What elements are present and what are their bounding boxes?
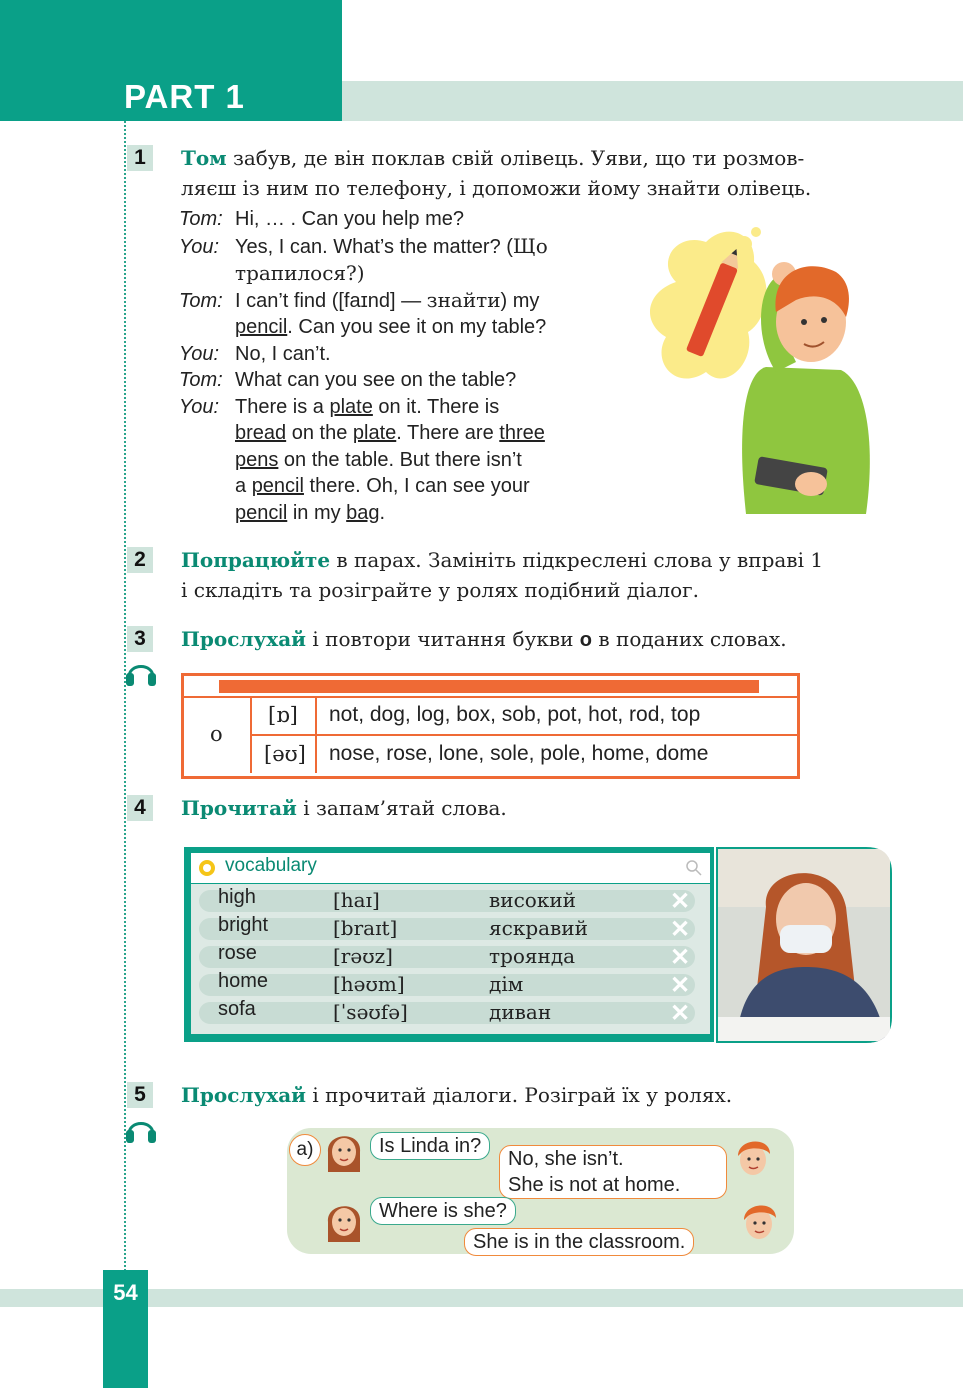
instruction-text: і прочитай діалоги. Розіграй їх у ролях. <box>306 1083 733 1107</box>
speaker-label: You: <box>179 395 220 418</box>
speech-bubble <box>499 1145 727 1199</box>
vocab-ipa: [həʊm] <box>333 972 405 996</box>
dialog-line: You: There is a plate on it. There is <box>179 394 619 421</box>
page-number: 54 <box>113 1280 138 1305</box>
girl-avatar <box>322 1128 366 1174</box>
exercise-number-1: 1 <box>127 145 153 171</box>
close-icon[interactable]: ✕ <box>670 1000 691 1027</box>
underlined-word: pens <box>235 448 279 471</box>
exercise-5-instruction <box>181 1080 901 1110</box>
line-text: What can you see on the table? <box>235 369 517 391</box>
underlined-word: pencil <box>251 475 304 497</box>
highlighted-letter: o <box>579 629 593 651</box>
vocabulary-list <box>191 884 710 1034</box>
vocab-translation: яскравий <box>489 916 588 940</box>
line-text: трапилося?) <box>235 261 365 285</box>
exercise-number-3: 3 <box>127 626 153 652</box>
dialog-line <box>179 206 619 233</box>
sound-table <box>181 673 800 779</box>
close-icon[interactable]: ✕ <box>670 972 691 999</box>
vocab-ipa: [ˈsəʊfə] <box>333 1000 408 1024</box>
underlined-word: pencil <box>235 316 288 338</box>
close-icon[interactable]: ✕ <box>670 888 691 915</box>
speaker-label: You: <box>179 342 220 365</box>
boy-thinking-illustration <box>636 222 896 514</box>
dialog-label: a) <box>289 1134 321 1166</box>
underlined-word: pencil <box>235 501 288 524</box>
vocab-translation: троянда <box>489 944 576 968</box>
speaker-label: Tom: <box>179 369 223 391</box>
line-text: I can’t find ([faɪnd] — <box>235 289 427 312</box>
line-text: Yes, I can. What’s the matter? ( <box>235 235 513 258</box>
line-text: ) my <box>500 289 540 312</box>
phonetic-symbol: [əʊ] <box>264 742 306 766</box>
underlined-word: three <box>499 422 545 444</box>
instruction-text: в парах. Замініть підкреслені слова у вправі 1 <box>330 548 824 572</box>
bubble-line: She is not at home. <box>508 1174 681 1196</box>
vocab-word: high <box>218 886 256 908</box>
header-strip <box>342 81 963 121</box>
line-text: . Can you see it on my table? <box>287 316 547 338</box>
vocab-ipa: [haɪ] <box>333 888 380 912</box>
dialog-line <box>179 341 619 368</box>
exercise-3-instruction <box>181 624 901 655</box>
vocab-word: bright <box>218 914 269 936</box>
line-text: знайти <box>426 287 501 312</box>
keyword: Прослухай <box>181 1083 307 1107</box>
search-icon[interactable] <box>685 859 703 877</box>
speech-bubble: She is in the classroom. <box>464 1228 694 1256</box>
margin-line <box>124 121 126 1271</box>
vocab-word: home <box>218 970 269 992</box>
exercise-4-instruction <box>181 793 901 823</box>
dialog-line <box>179 233 619 261</box>
vocab-translation: дім <box>489 972 524 996</box>
vocab-translation: диван <box>489 1000 552 1024</box>
vocabulary-bullet-icon <box>197 858 217 878</box>
boy-avatar <box>730 1134 776 1182</box>
instruction-text: ляєш із ним по телефону, і допоможи йому знайти олівець. <box>181 176 812 200</box>
keyword: Прочитай <box>181 796 297 820</box>
vocabulary-title: vocabulary <box>225 855 317 876</box>
vocab-row <box>199 914 695 943</box>
instruction-text: і повтори читання букви <box>306 627 580 651</box>
headphones-icon[interactable] <box>125 657 157 687</box>
vocab-word: rose <box>218 942 257 964</box>
exercise-2-instruction <box>181 545 901 605</box>
instruction-text: забув, де він поклав свій олівець. Уяви, що ти розмов- <box>226 146 805 170</box>
girl-avatar <box>322 1198 366 1244</box>
underlined-word: bag <box>346 501 380 524</box>
vocabulary-search-bar[interactable] <box>191 853 710 883</box>
table-header-bar <box>219 680 759 693</box>
exercise-number-5: 5 <box>127 1082 153 1108</box>
dialog-line <box>179 287 619 315</box>
headphones-icon[interactable] <box>125 1114 157 1144</box>
underlined-word: bread <box>235 422 287 444</box>
close-icon[interactable]: ✕ <box>670 944 691 971</box>
phonetic-symbol: [ɒ] <box>268 703 298 727</box>
dialog: Tom: Hi, … . Can you help me? You: Yes, I can. What’s the matter? (Що трапилося?) Tom: I can’t find ([faɪnd] — знайти) my pencil. Can you see it on my table? You: No, I can’t. Tom: What can you see on the table? You: There is a plate on it. There is bread on the plate. There are three pens on the table. But there isn’t a pencil there. Oh, I can see your pencil in my bag. <box>179 206 619 526</box>
dialog-line <box>179 367 619 394</box>
vocab-ipa: [rəʊz] <box>333 944 393 968</box>
boy-avatar <box>736 1198 782 1246</box>
word-list: not, dog, log, box, sob, pot, hot, rod, top <box>329 703 701 726</box>
close-icon[interactable]: ✕ <box>670 916 691 943</box>
bubble-line: No, she isn’t. <box>508 1148 624 1170</box>
girl-with-mask-photo <box>716 847 892 1043</box>
vocab-row <box>199 970 695 999</box>
speech-bubble: Where is she? <box>370 1197 516 1225</box>
vocab-translation: високий <box>489 888 576 912</box>
underlined-word: plate <box>352 422 397 444</box>
vocab-row <box>199 942 695 971</box>
page-title: PART 1 <box>124 78 245 115</box>
vocab-row <box>199 886 695 915</box>
instruction-text: і складіть та розіграйте у ролях подібний діалог. <box>181 578 700 602</box>
instruction-text: і запам’ятай слова. <box>296 796 507 820</box>
underlined-word: plate <box>329 395 373 418</box>
keyword: Прослухай <box>181 627 307 651</box>
line-text: Hi, … . Can you help me? <box>235 208 464 230</box>
vocab-row <box>199 998 695 1027</box>
keyword: Том <box>181 146 227 170</box>
vocab-ipa: [braɪt] <box>333 916 398 940</box>
line-text: Що <box>512 233 548 258</box>
instruction-text: в поданих словах. <box>592 627 787 651</box>
speaker-label: Tom: <box>179 289 223 312</box>
exercise-number-4: 4 <box>127 795 153 821</box>
exercise-number-2: 2 <box>127 547 153 573</box>
speaker-label: You: <box>179 235 220 258</box>
word-list: nose, rose, lone, sole, pole, home, dome <box>329 742 709 765</box>
line-text: No, I can’t. <box>235 342 331 365</box>
speaker-label: Tom: <box>179 208 223 230</box>
table-letter: o <box>210 722 223 746</box>
keyword: Попрацюйте <box>181 548 331 572</box>
vocab-word: sofa <box>218 998 256 1020</box>
exercise-1-instruction <box>181 143 891 203</box>
speech-bubble: Is Linda in? <box>370 1132 490 1160</box>
